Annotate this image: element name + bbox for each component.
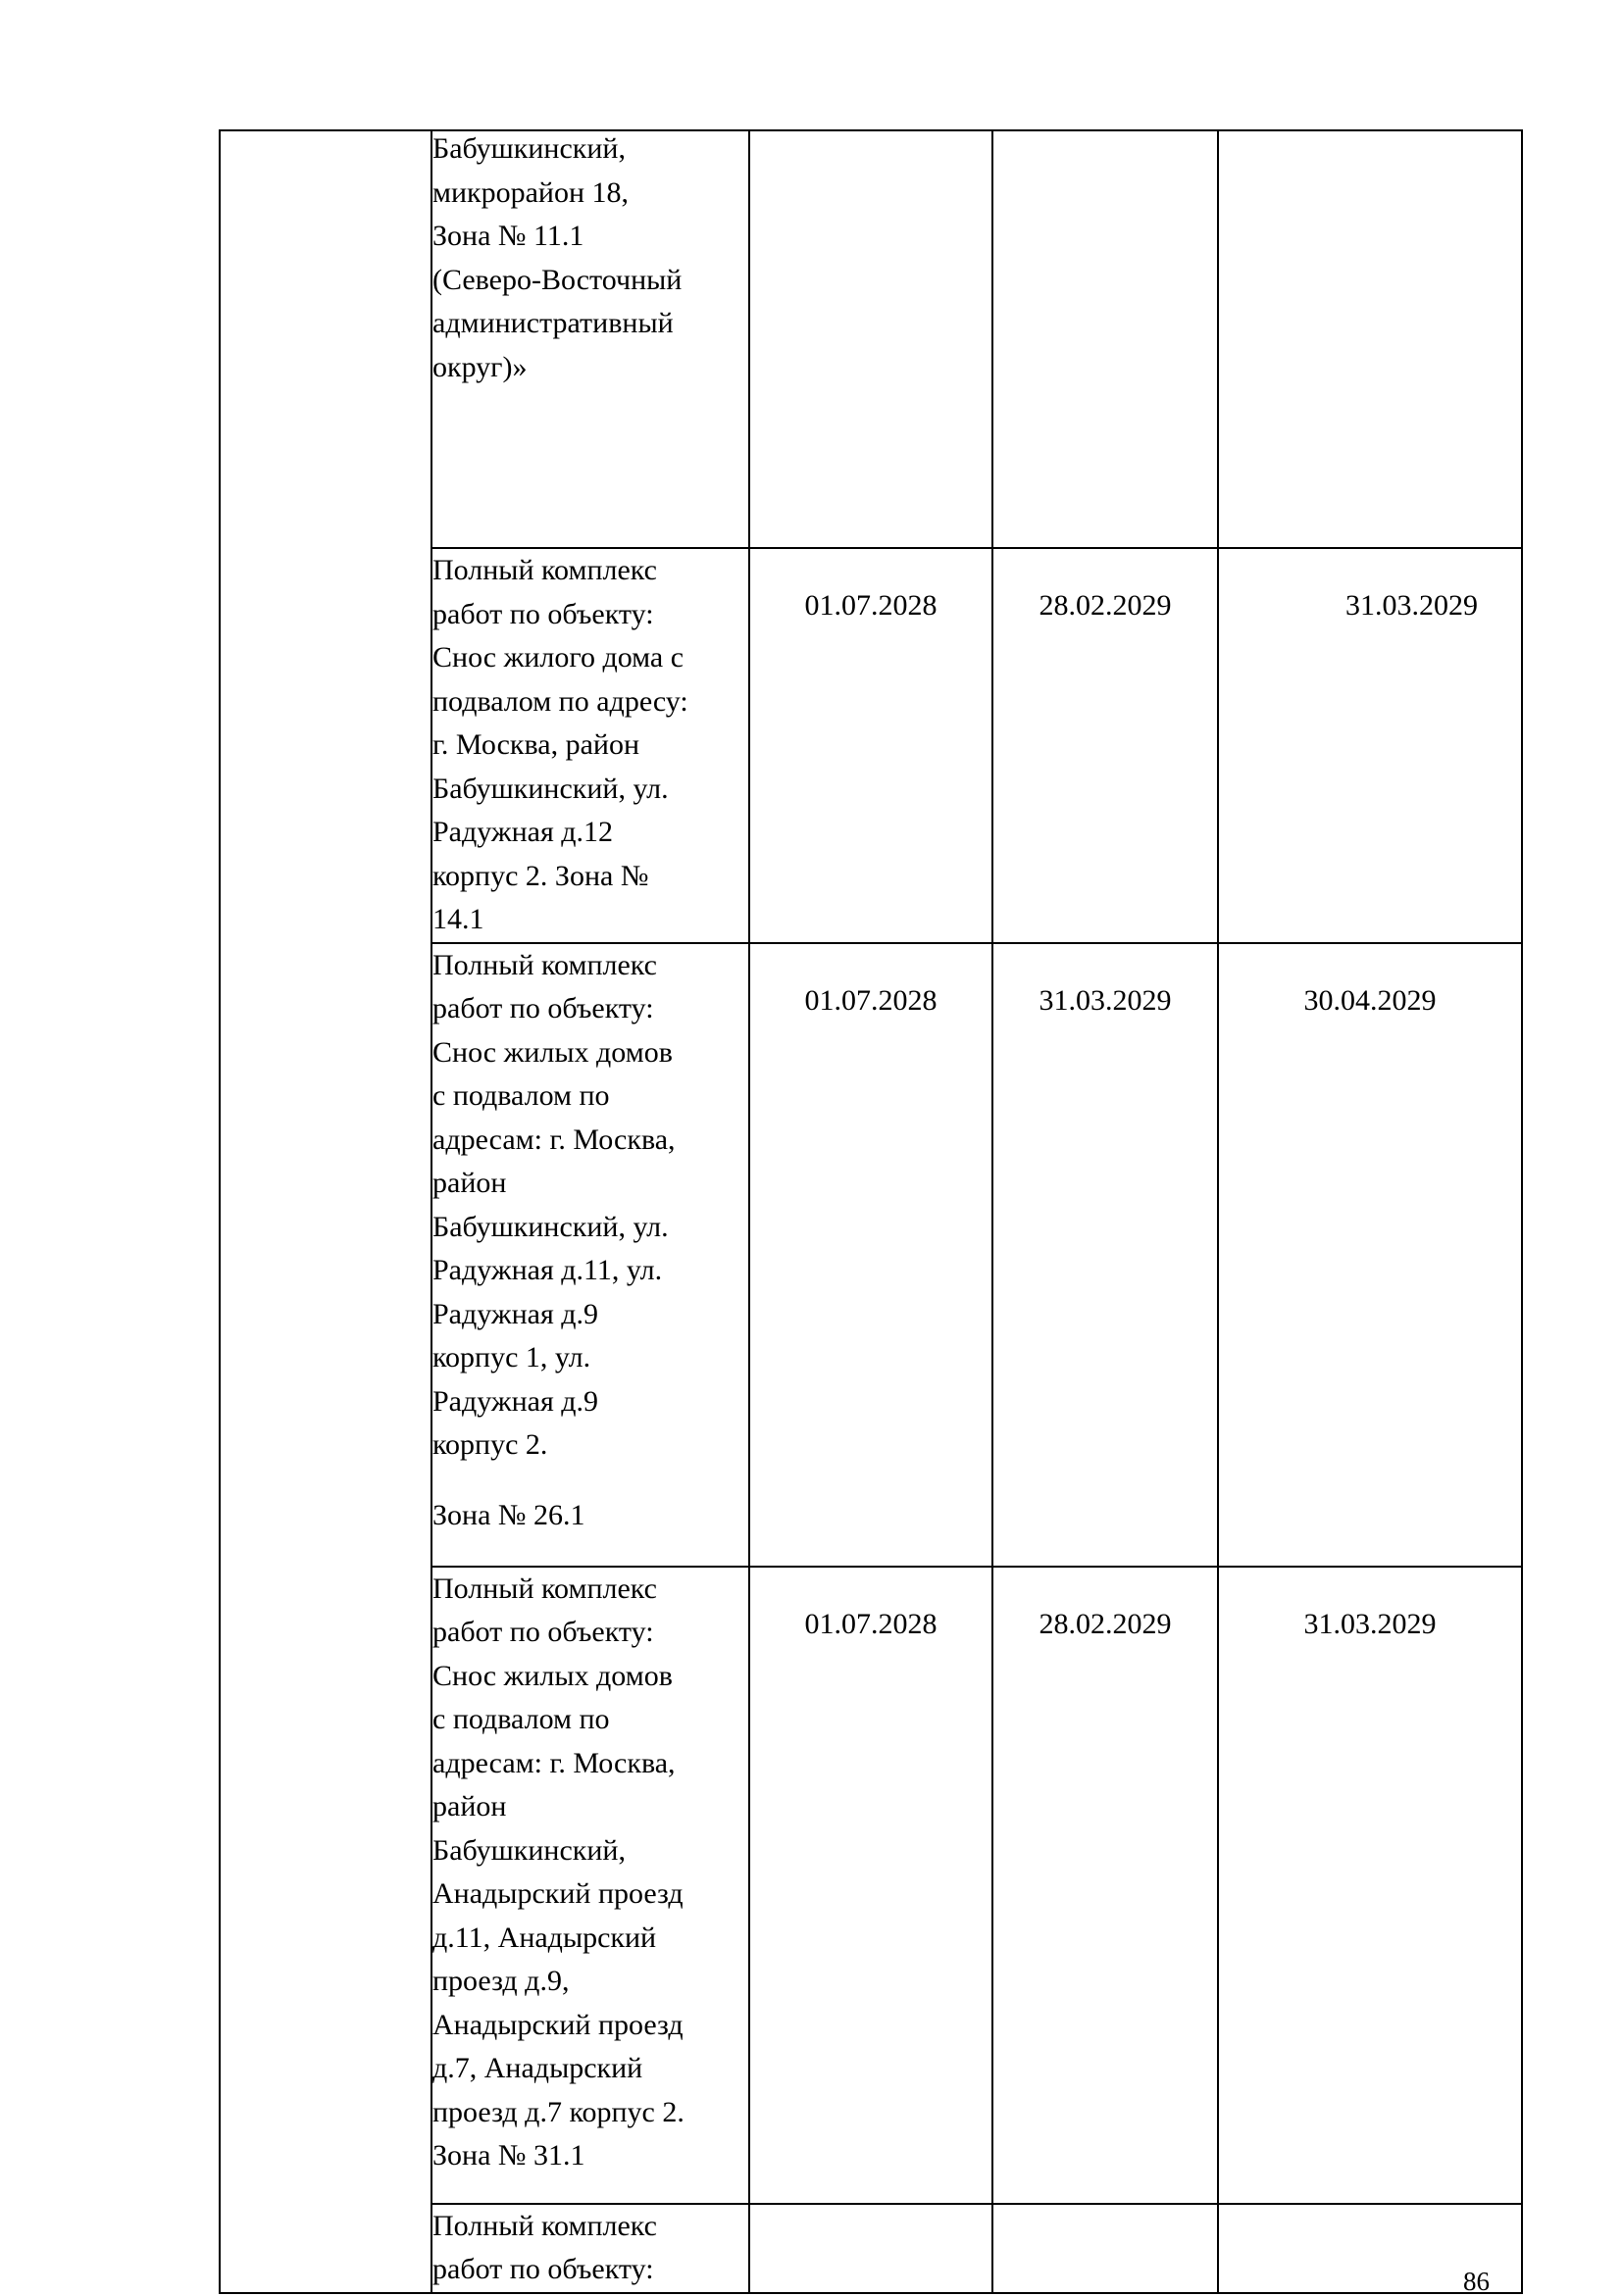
start-date (750, 2205, 991, 2240)
end-date-cell (992, 548, 1218, 943)
end-date-cell (992, 130, 1218, 548)
deadline-date: 31.03.2029 (1303, 1607, 1437, 1640)
deadline-cell (1218, 1567, 1522, 2204)
end-date-cell (992, 1567, 1218, 2204)
description-text: Полный комплекс работ по объекту: Снос жилых домов с подвалом по адресам: г. Москва, район Бабушкинский, Анадырский проезд д.11, Анадырский проезд д.9, Анадырский проезд д.7, Анадырский проезд д.7 корпус 2. Зона № 31.1 (432, 1572, 684, 2171)
end-date: 28.02.2029 (1039, 589, 1172, 622)
start-date-cell (749, 2204, 992, 2293)
deadline-date: 30.04.2029 (1303, 983, 1437, 1017)
deadline-cell (1218, 548, 1522, 943)
deadline-cell (1218, 130, 1522, 548)
description-text: Полный комплекс работ по объекту: Снос жилого дома с подвалом по адресу: г. Москва, район Бабушкинский, ул. Радужная д.12 корпус 2. Зона № 14.1 (432, 554, 688, 935)
description-cell (431, 548, 749, 943)
start-date: 01.07.2028 (804, 1607, 938, 1640)
start-date (750, 131, 991, 167)
deadline-date (1219, 2205, 1521, 2240)
start-date-cell (749, 1567, 992, 2204)
start-date-cell (749, 548, 992, 943)
description-text: Полный комплекс работ по объекту: Снос жилых домов с подвалом по адресам: г. Москва, район Бабушкинский, ул. Радужная д.11, ул. Радужная д.9 корпус 1, ул. Радужная д.9 корпус 2. (432, 948, 676, 1461)
end-date (993, 2205, 1217, 2240)
deadline-date (1219, 131, 1521, 167)
left-column-cell (220, 130, 431, 2293)
start-date: 01.07.2028 (804, 983, 938, 1017)
table-row (220, 130, 1522, 548)
schedule-table (219, 129, 1523, 2294)
description-cell (431, 130, 749, 548)
start-date-cell (749, 130, 992, 548)
end-date: 31.03.2029 (1039, 983, 1172, 1017)
description-text: Полный комплекс работ по объекту: (432, 2209, 657, 2285)
description-cell (431, 2204, 749, 2293)
description-cell (431, 943, 749, 1567)
deadline-date: 31.03.2029 (1345, 589, 1478, 622)
end-date: 28.02.2029 (1039, 1607, 1172, 1640)
end-date-cell (992, 943, 1218, 1567)
zone-note: Зона № 26.1 (432, 1498, 585, 1531)
start-date: 01.07.2028 (804, 589, 938, 622)
end-date (993, 131, 1217, 167)
description-cell (431, 1567, 749, 2204)
description-text: Бабушкинский, микрорайон 18, Зона № 11.1 (Северо-Восточный административный округ)» (432, 132, 683, 383)
deadline-cell (1218, 943, 1522, 1567)
start-date-cell (749, 943, 992, 1567)
end-date-cell (992, 2204, 1218, 2293)
page-number: 86 (1463, 2267, 1490, 2296)
